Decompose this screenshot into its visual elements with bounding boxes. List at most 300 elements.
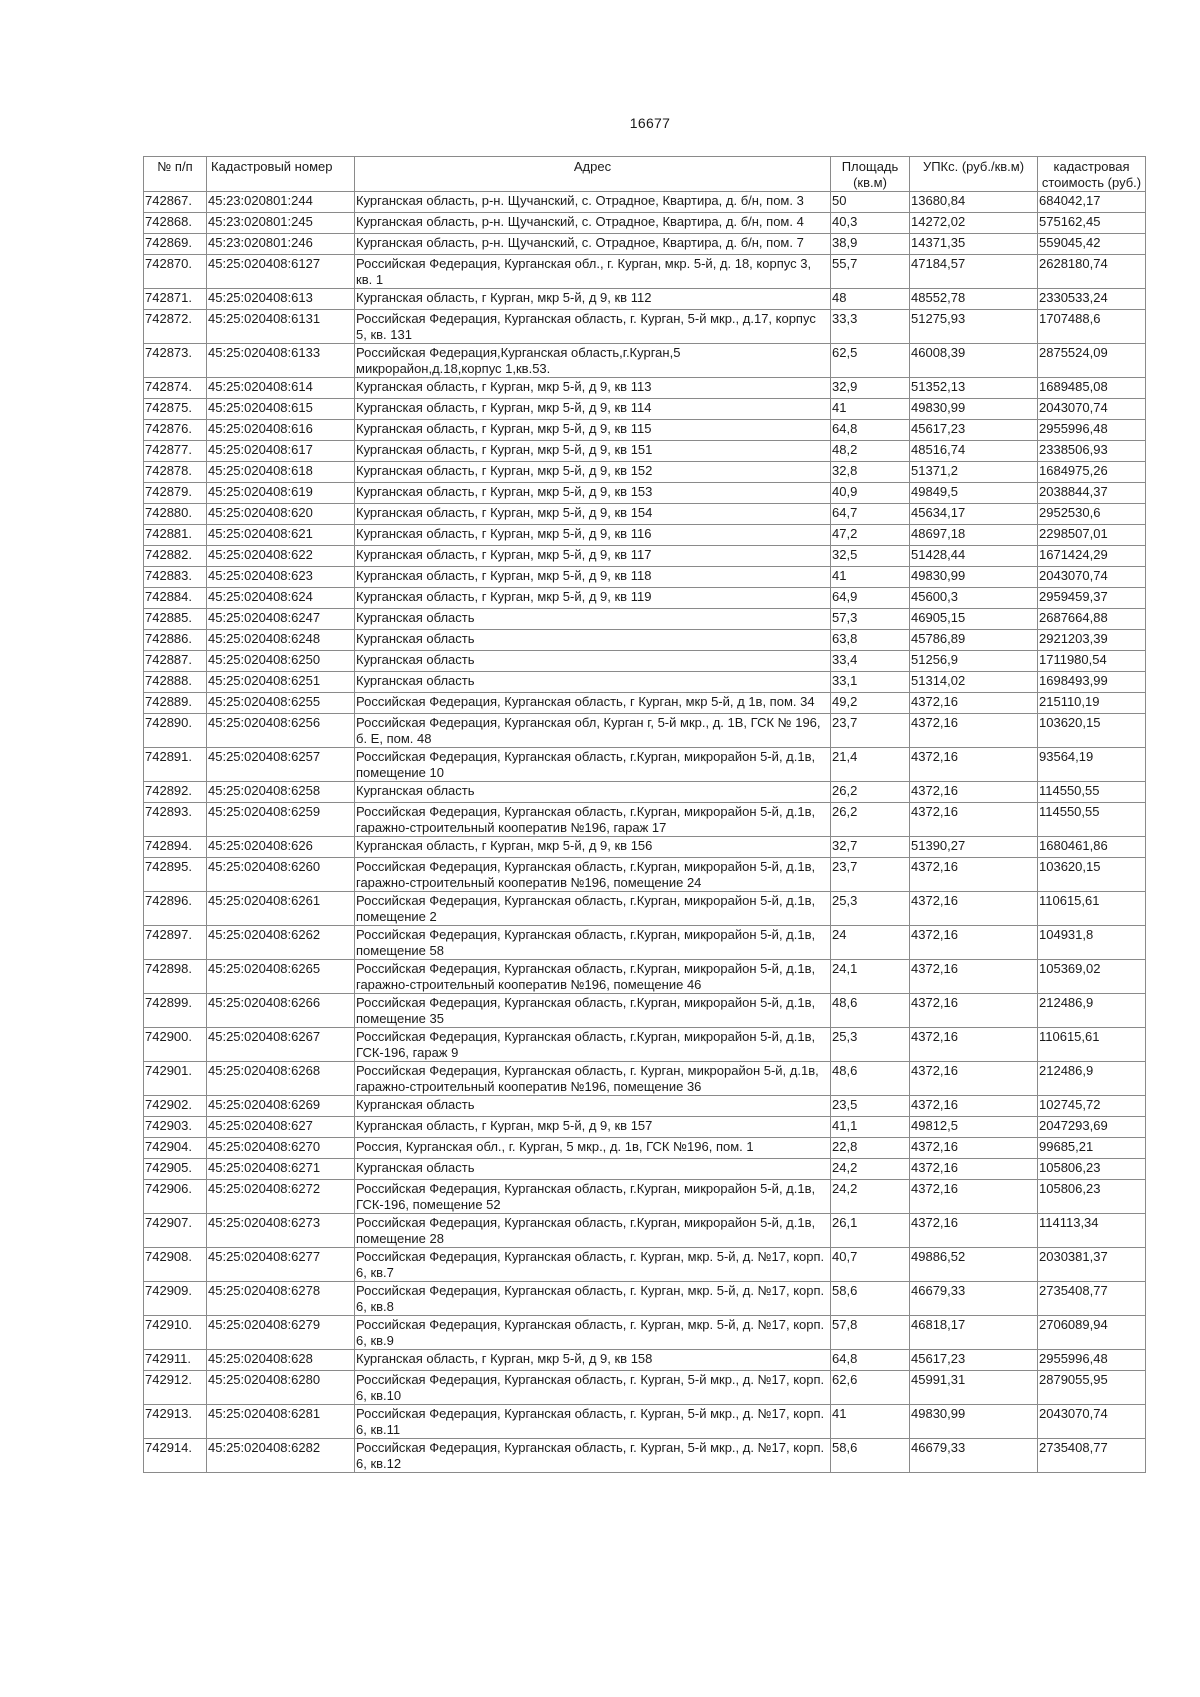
address-cell: Курганская область, г Курган, мкр 5-й, д 9, кв 118 (355, 567, 831, 588)
table-row (144, 289, 1146, 310)
cadastral-value-cell: 105806,23 (1038, 1180, 1146, 1214)
unit-value-cell: 4372,16 (910, 1138, 1038, 1159)
row-number-cell: 742913. (144, 1405, 207, 1439)
cadastral-number-cell: 45:25:020408:618 (207, 462, 355, 483)
table-row (144, 672, 1146, 693)
unit-value-cell: 51371,2 (910, 462, 1038, 483)
unit-value-cell: 45617,23 (910, 420, 1038, 441)
address-cell: Курганская область (355, 782, 831, 803)
area-cell: 25,3 (831, 892, 910, 926)
table-row (144, 255, 1146, 289)
cadastral-value-cell: 93564,19 (1038, 748, 1146, 782)
unit-value-cell: 46818,17 (910, 1316, 1038, 1350)
table-row (144, 192, 1146, 213)
cadastral-value-cell: 215110,19 (1038, 693, 1146, 714)
unit-value-cell: 4372,16 (910, 782, 1038, 803)
row-number-cell: 742914. (144, 1439, 207, 1473)
address-cell: Российская Федерация, Курганская область, г. Курган, мкр. 5-й, д. №17, корп. 6, кв.7 (355, 1248, 831, 1282)
row-number-cell: 742891. (144, 748, 207, 782)
area-cell: 58,6 (831, 1282, 910, 1316)
cadastral-number-cell: 45:25:020408:6272 (207, 1180, 355, 1214)
address-cell: Курганская область, г Курган, мкр 5-й, д 9, кв 114 (355, 399, 831, 420)
table-body (144, 192, 1146, 1473)
address-cell: Российская Федерация, Курганская область, г.Курган, микрорайон 5-й, д.1в, помещение 28 (355, 1214, 831, 1248)
unit-value-cell: 4372,16 (910, 1028, 1038, 1062)
cadastral-value-cell: 114113,34 (1038, 1214, 1146, 1248)
address-cell: Курганская область (355, 1159, 831, 1180)
unit-value-cell: 13680,84 (910, 192, 1038, 213)
row-number-cell: 742886. (144, 630, 207, 651)
row-number-cell: 742873. (144, 344, 207, 378)
table-row (144, 693, 1146, 714)
header-cadastral-value: кадастровая стоимость (руб.) (1038, 157, 1146, 192)
address-cell: Курганская область, г Курган, мкр 5-й, д 9, кв 119 (355, 588, 831, 609)
unit-value-cell: 51428,44 (910, 546, 1038, 567)
area-cell: 48,6 (831, 1062, 910, 1096)
area-cell: 64,9 (831, 588, 910, 609)
cadastral-value-cell: 2628180,74 (1038, 255, 1146, 289)
cadastral-number-cell: 45:25:020408:6247 (207, 609, 355, 630)
area-cell: 40,3 (831, 213, 910, 234)
cadastral-value-cell: 1684975,26 (1038, 462, 1146, 483)
row-number-cell: 742879. (144, 483, 207, 504)
row-number-cell: 742870. (144, 255, 207, 289)
cadastral-value-cell: 2921203,39 (1038, 630, 1146, 651)
cadastral-value-cell: 105369,02 (1038, 960, 1146, 994)
address-cell: Курганская область, г Курган, мкр 5-й, д 9, кв 117 (355, 546, 831, 567)
table-row (144, 1138, 1146, 1159)
unit-value-cell: 49830,99 (910, 1405, 1038, 1439)
row-number-cell: 742880. (144, 504, 207, 525)
table-row (144, 567, 1146, 588)
area-cell: 25,3 (831, 1028, 910, 1062)
table-row (144, 462, 1146, 483)
area-cell: 64,8 (831, 420, 910, 441)
cadastral-value-cell: 2047293,69 (1038, 1117, 1146, 1138)
address-cell: Курганская область, р-н. Щучанский, с. Отрадное, Квартира, д. б/н, пом. 4 (355, 213, 831, 234)
row-number-cell: 742906. (144, 1180, 207, 1214)
unit-value-cell: 49812,5 (910, 1117, 1038, 1138)
row-number-cell: 742912. (144, 1371, 207, 1405)
table-row (144, 837, 1146, 858)
table-row (144, 378, 1146, 399)
area-cell: 58,6 (831, 1439, 910, 1473)
cadastral-number-cell: 45:25:020408:6270 (207, 1138, 355, 1159)
address-cell: Российская Федерация, Курганская область, г. Курган, 5-й мкр., д.17, корпус 5, кв. 131 (355, 310, 831, 344)
address-cell: Российская Федерация, Курганская область, г. Курган, 5-й мкр., д. №17, корп. 6, кв.11 (355, 1405, 831, 1439)
cadastral-value-cell: 2955996,48 (1038, 420, 1146, 441)
cadastral-value-cell: 1671424,29 (1038, 546, 1146, 567)
cadastral-number-cell: 45:25:020408:6261 (207, 892, 355, 926)
table-row (144, 892, 1146, 926)
area-cell: 32,8 (831, 462, 910, 483)
table-row (144, 748, 1146, 782)
area-cell: 32,9 (831, 378, 910, 399)
area-cell: 48 (831, 289, 910, 310)
area-cell: 24,2 (831, 1180, 910, 1214)
cadastral-value-cell: 110615,61 (1038, 892, 1146, 926)
unit-value-cell: 4372,16 (910, 926, 1038, 960)
area-cell: 57,8 (831, 1316, 910, 1350)
row-number-cell: 742888. (144, 672, 207, 693)
cadastral-number-cell: 45:25:020408:626 (207, 837, 355, 858)
area-cell: 63,8 (831, 630, 910, 651)
table-row (144, 994, 1146, 1028)
address-cell: Курганская область, г Курган, мкр 5-й, д 9, кв 156 (355, 837, 831, 858)
area-cell: 33,1 (831, 672, 910, 693)
area-cell: 23,5 (831, 1096, 910, 1117)
cadastral-value-cell: 2875524,09 (1038, 344, 1146, 378)
address-cell: Курганская область, г Курган, мкр 5-й, д 9, кв 151 (355, 441, 831, 462)
area-cell: 62,6 (831, 1371, 910, 1405)
row-number-cell: 742867. (144, 192, 207, 213)
table-row (144, 546, 1146, 567)
table-row (144, 1282, 1146, 1316)
unit-value-cell: 4372,16 (910, 1214, 1038, 1248)
cadastral-value-cell: 2735408,77 (1038, 1439, 1146, 1473)
cadastral-number-cell: 45:25:020408:6265 (207, 960, 355, 994)
cadastral-value-cell: 110615,61 (1038, 1028, 1146, 1062)
unit-value-cell: 48697,18 (910, 525, 1038, 546)
table-row (144, 609, 1146, 630)
address-cell: Российская Федерация, Курганская область, г.Курган, микрорайон 5-й, д.1в, гаражно-строительный кооператив №196, гараж 17 (355, 803, 831, 837)
row-number-cell: 742898. (144, 960, 207, 994)
table-row (144, 1316, 1146, 1350)
row-number-cell: 742868. (144, 213, 207, 234)
row-number-cell: 742911. (144, 1350, 207, 1371)
address-cell: Курганская область, г Курган, мкр 5-й, д 9, кв 112 (355, 289, 831, 310)
cadastral-number-cell: 45:25:020408:6271 (207, 1159, 355, 1180)
cadastral-number-cell: 45:25:020408:6256 (207, 714, 355, 748)
row-number-cell: 742875. (144, 399, 207, 420)
area-cell: 23,7 (831, 858, 910, 892)
address-cell: Российская Федерация, Курганская область, г.Курган, микрорайон 5-й, д.1в, гаражно-строительный кооператив №196, помещение 46 (355, 960, 831, 994)
unit-value-cell: 46679,33 (910, 1439, 1038, 1473)
area-cell: 48,2 (831, 441, 910, 462)
row-number-cell: 742902. (144, 1096, 207, 1117)
row-number-cell: 742900. (144, 1028, 207, 1062)
row-number-cell: 742899. (144, 994, 207, 1028)
cadastral-value-cell: 212486,9 (1038, 994, 1146, 1028)
table-row (144, 420, 1146, 441)
unit-value-cell: 51256,9 (910, 651, 1038, 672)
cadastral-number-cell: 45:25:020408:6267 (207, 1028, 355, 1062)
area-cell: 33,3 (831, 310, 910, 344)
address-cell: Курганская область, г Курган, мкр 5-й, д 9, кв 158 (355, 1350, 831, 1371)
row-number-cell: 742904. (144, 1138, 207, 1159)
cadastral-value-cell: 2043070,74 (1038, 1405, 1146, 1439)
address-cell: Российская Федерация, Курганская область, г.Курган, микрорайон 5-й, д.1в, ГСК-196, помещение 52 (355, 1180, 831, 1214)
unit-value-cell: 45786,89 (910, 630, 1038, 651)
row-number-cell: 742905. (144, 1159, 207, 1180)
unit-value-cell: 47184,57 (910, 255, 1038, 289)
row-number-cell: 742894. (144, 837, 207, 858)
address-cell: Российская Федерация, Курганская область, г Курган, мкр 5-й, д 1в, пом. 34 (355, 693, 831, 714)
cadastral-value-cell: 2043070,74 (1038, 399, 1146, 420)
area-cell: 57,3 (831, 609, 910, 630)
address-cell: Курганская область (355, 1096, 831, 1117)
row-number-cell: 742895. (144, 858, 207, 892)
unit-value-cell: 4372,16 (910, 714, 1038, 748)
cadastral-number-cell: 45:25:020408:6282 (207, 1439, 355, 1473)
area-cell: 26,1 (831, 1214, 910, 1248)
address-cell: Российская Федерация,Курганская область,г.Курган,5 микрорайон,д.18,корпус 1,кв.53. (355, 344, 831, 378)
unit-value-cell: 46008,39 (910, 344, 1038, 378)
unit-value-cell: 46679,33 (910, 1282, 1038, 1316)
table-row (144, 441, 1146, 462)
cadastral-number-cell: 45:25:020408:614 (207, 378, 355, 399)
area-cell: 24 (831, 926, 910, 960)
table-row (144, 1117, 1146, 1138)
cadastral-value-cell: 2687664,88 (1038, 609, 1146, 630)
address-cell: Российская Федерация, Курганская область, г.Курган, микрорайон 5-й, д.1в, помещение 58 (355, 926, 831, 960)
cadastral-value-cell: 2879055,95 (1038, 1371, 1146, 1405)
table-row (144, 1439, 1146, 1473)
table-row (144, 1371, 1146, 1405)
row-number-cell: 742907. (144, 1214, 207, 1248)
cadastral-value-cell: 102745,72 (1038, 1096, 1146, 1117)
cadastral-value-cell: 684042,17 (1038, 192, 1146, 213)
area-cell: 64,8 (831, 1350, 910, 1371)
address-cell: Курганская область, г Курган, мкр 5-й, д 9, кв 157 (355, 1117, 831, 1138)
address-cell: Курганская область, г Курган, мкр 5-й, д 9, кв 153 (355, 483, 831, 504)
address-cell: Курганская область, г Курган, мкр 5-й, д 9, кв 115 (355, 420, 831, 441)
unit-value-cell: 4372,16 (910, 748, 1038, 782)
cadastral-number-cell: 45:25:020408:6127 (207, 255, 355, 289)
table-row (144, 1214, 1146, 1248)
area-cell: 26,2 (831, 803, 910, 837)
table-header-row (144, 157, 1146, 192)
header-row-number: № п/п (144, 157, 207, 192)
unit-value-cell: 49830,99 (910, 567, 1038, 588)
cadastral-number-cell: 45:25:020408:6257 (207, 748, 355, 782)
row-number-cell: 742877. (144, 441, 207, 462)
cadastral-number-cell: 45:25:020408:6268 (207, 1062, 355, 1096)
address-cell: Российская Федерация, Курганская обл, Курган г, 5-й мкр., д. 1В, ГСК № 196, б. Е, пом. 48 (355, 714, 831, 748)
address-cell: Российская Федерация, Курганская область, г.Курган, микрорайон 5-й, д.1в, помещение 35 (355, 994, 831, 1028)
address-cell: Российская Федерация, Курганская обл., г. Курган, мкр. 5-й, д. 18, корпус 3, кв. 1 (355, 255, 831, 289)
cadastral-value-cell: 2959459,37 (1038, 588, 1146, 609)
row-number-cell: 742869. (144, 234, 207, 255)
cadastral-number-cell: 45:25:020408:617 (207, 441, 355, 462)
address-cell: Российская Федерация, Курганская область, г. Курган, 5-й мкр., д. №17, корп. 6, кв.12 (355, 1439, 831, 1473)
table-row (144, 858, 1146, 892)
area-cell: 32,7 (831, 837, 910, 858)
unit-value-cell: 45634,17 (910, 504, 1038, 525)
cadastral-number-cell: 45:25:020408:620 (207, 504, 355, 525)
address-cell: Российская Федерация, Курганская область, г. Курган, 5-й мкр., д. №17, корп. 6, кв.10 (355, 1371, 831, 1405)
cadastral-number-cell: 45:25:020408:6133 (207, 344, 355, 378)
table-row (144, 1028, 1146, 1062)
cadastral-number-cell: 45:25:020408:613 (207, 289, 355, 310)
cadastral-number-cell: 45:25:020408:619 (207, 483, 355, 504)
unit-value-cell: 45991,31 (910, 1371, 1038, 1405)
header-address: Адрес (355, 157, 831, 192)
address-cell: Курганская область, р-н. Щучанский, с. Отрадное, Квартира, д. б/н, пом. 3 (355, 192, 831, 213)
row-number-cell: 742896. (144, 892, 207, 926)
cadastral-value-cell: 2955996,48 (1038, 1350, 1146, 1371)
row-number-cell: 742872. (144, 310, 207, 344)
table-row (144, 234, 1146, 255)
table-row (144, 714, 1146, 748)
cadastral-number-cell: 45:25:020408:6131 (207, 310, 355, 344)
unit-value-cell: 45617,23 (910, 1350, 1038, 1371)
cadastral-value-cell: 1680461,86 (1038, 837, 1146, 858)
table-row (144, 782, 1146, 803)
address-cell: Российская Федерация, Курганская область, г.Курган, микрорайон 5-й, д.1в, ГСК-196, гараж 9 (355, 1028, 831, 1062)
cadastral-value-cell: 2030381,37 (1038, 1248, 1146, 1282)
table-row (144, 1062, 1146, 1096)
table-row (144, 1096, 1146, 1117)
cadastral-number-cell: 45:25:020408:6259 (207, 803, 355, 837)
cadastral-value-cell: 2330533,24 (1038, 289, 1146, 310)
row-number-cell: 742901. (144, 1062, 207, 1096)
unit-value-cell: 4372,16 (910, 960, 1038, 994)
table-row (144, 213, 1146, 234)
row-number-cell: 742878. (144, 462, 207, 483)
row-number-cell: 742874. (144, 378, 207, 399)
cadastral-number-cell: 45:25:020408:6251 (207, 672, 355, 693)
cadastral-number-cell: 45:25:020408:6266 (207, 994, 355, 1028)
row-number-cell: 742892. (144, 782, 207, 803)
area-cell: 40,7 (831, 1248, 910, 1282)
area-cell: 23,7 (831, 714, 910, 748)
area-cell: 62,5 (831, 344, 910, 378)
cadastral-value-cell: 2043070,74 (1038, 567, 1146, 588)
row-number-cell: 742893. (144, 803, 207, 837)
cadastral-value-cell: 1698493,99 (1038, 672, 1146, 693)
cadastral-number-cell: 45:25:020408:615 (207, 399, 355, 420)
cadastral-value-cell: 99685,21 (1038, 1138, 1146, 1159)
unit-value-cell: 4372,16 (910, 1159, 1038, 1180)
area-cell: 38,9 (831, 234, 910, 255)
unit-value-cell: 49886,52 (910, 1248, 1038, 1282)
header-area: Площадь (кв.м) (831, 157, 910, 192)
cadastral-value-cell: 103620,15 (1038, 858, 1146, 892)
cadastral-number-cell: 45:25:020408:6262 (207, 926, 355, 960)
page-number: 16677 (629, 115, 671, 131)
row-number-cell: 742876. (144, 420, 207, 441)
area-cell: 41 (831, 399, 910, 420)
unit-value-cell: 49849,5 (910, 483, 1038, 504)
table-row (144, 1405, 1146, 1439)
area-cell: 22,8 (831, 1138, 910, 1159)
cadastral-value-cell: 2735408,77 (1038, 1282, 1146, 1316)
cadastral-value-cell: 2338506,93 (1038, 441, 1146, 462)
address-cell: Российская Федерация, Курганская область, г. Курган, мкр. 5-й, д. №17, корп. 6, кв.9 (355, 1316, 831, 1350)
header-unit-value: УПКс. (руб./кв.м) (910, 157, 1038, 192)
row-number-cell: 742903. (144, 1117, 207, 1138)
table-row (144, 803, 1146, 837)
cadastral-number-cell: 45:25:020408:6269 (207, 1096, 355, 1117)
table-row (144, 310, 1146, 344)
cadastral-number-cell: 45:25:020408:6281 (207, 1405, 355, 1439)
cadastral-number-cell: 45:25:020408:6273 (207, 1214, 355, 1248)
unit-value-cell: 4372,16 (910, 1096, 1038, 1117)
unit-value-cell: 48552,78 (910, 289, 1038, 310)
table-row (144, 1180, 1146, 1214)
unit-value-cell: 14371,35 (910, 234, 1038, 255)
address-cell: Российская Федерация, Курганская область, г. Курган, мкр. 5-й, д. №17, корп. 6, кв.8 (355, 1282, 831, 1316)
cadastral-number-cell: 45:25:020408:6277 (207, 1248, 355, 1282)
cadastral-number-cell: 45:25:020408:624 (207, 588, 355, 609)
area-cell: 41 (831, 1405, 910, 1439)
address-cell: Курганская область, г Курган, мкр 5-й, д 9, кв 116 (355, 525, 831, 546)
cadastral-value-cell: 2706089,94 (1038, 1316, 1146, 1350)
unit-value-cell: 51352,13 (910, 378, 1038, 399)
address-cell: Курганская область, г Курган, мкр 5-й, д 9, кв 152 (355, 462, 831, 483)
cadastral-number-cell: 45:23:020801:246 (207, 234, 355, 255)
table-row (144, 399, 1146, 420)
row-number-cell: 742897. (144, 926, 207, 960)
area-cell: 41 (831, 567, 910, 588)
table-row (144, 588, 1146, 609)
address-cell: Российская Федерация, Курганская область, г.Курган, микрорайон 5-й, д.1в, помещение 10 (355, 748, 831, 782)
cadastral-number-cell: 45:25:020408:622 (207, 546, 355, 567)
row-number-cell: 742884. (144, 588, 207, 609)
table-row (144, 483, 1146, 504)
table-row (144, 344, 1146, 378)
table-row (144, 630, 1146, 651)
row-number-cell: 742871. (144, 289, 207, 310)
unit-value-cell: 4372,16 (910, 1180, 1038, 1214)
table-row (144, 651, 1146, 672)
cadastral-number-cell: 45:25:020408:6248 (207, 630, 355, 651)
table-row (144, 926, 1146, 960)
unit-value-cell: 51275,93 (910, 310, 1038, 344)
cadastral-value-cell: 2952530,6 (1038, 504, 1146, 525)
cadastral-value-cell: 1689485,08 (1038, 378, 1146, 399)
area-cell: 24,2 (831, 1159, 910, 1180)
unit-value-cell: 49830,99 (910, 399, 1038, 420)
unit-value-cell: 45600,3 (910, 588, 1038, 609)
cadastral-value-cell: 559045,42 (1038, 234, 1146, 255)
unit-value-cell: 4372,16 (910, 858, 1038, 892)
unit-value-cell: 14272,02 (910, 213, 1038, 234)
cadastral-value-cell: 212486,9 (1038, 1062, 1146, 1096)
cadastral-number-cell: 45:25:020408:6258 (207, 782, 355, 803)
area-cell: 26,2 (831, 782, 910, 803)
header-cadastral-number: Кадастровый номер (207, 157, 355, 192)
address-cell: Российская Федерация, Курганская область, г.Курган, микрорайон 5-й, д.1в, гаражно-строительный кооператив №196, помещение 24 (355, 858, 831, 892)
row-number-cell: 742882. (144, 546, 207, 567)
table-row (144, 1159, 1146, 1180)
row-number-cell: 742890. (144, 714, 207, 748)
row-number-cell: 742881. (144, 525, 207, 546)
cadastral-number-cell: 45:25:020408:627 (207, 1117, 355, 1138)
area-cell: 49,2 (831, 693, 910, 714)
address-cell: Курганская область, р-н. Щучанский, с. Отрадное, Квартира, д. б/н, пом. 7 (355, 234, 831, 255)
row-number-cell: 742909. (144, 1282, 207, 1316)
row-number-cell: 742889. (144, 693, 207, 714)
cadastral-number-cell: 45:23:020801:244 (207, 192, 355, 213)
table-row (144, 1350, 1146, 1371)
cadastral-value-cell: 2298507,01 (1038, 525, 1146, 546)
table-row (144, 1248, 1146, 1282)
unit-value-cell: 4372,16 (910, 892, 1038, 926)
address-cell: Курганская область (355, 609, 831, 630)
table-row (144, 504, 1146, 525)
cadastral-number-cell: 45:25:020408:6260 (207, 858, 355, 892)
area-cell: 47,2 (831, 525, 910, 546)
unit-value-cell: 46905,15 (910, 609, 1038, 630)
cadastral-value-cell: 1707488,6 (1038, 310, 1146, 344)
row-number-cell: 742887. (144, 651, 207, 672)
unit-value-cell: 51314,02 (910, 672, 1038, 693)
cadastral-value-table (143, 156, 1146, 1473)
area-cell: 41,1 (831, 1117, 910, 1138)
cadastral-value-cell: 104931,8 (1038, 926, 1146, 960)
